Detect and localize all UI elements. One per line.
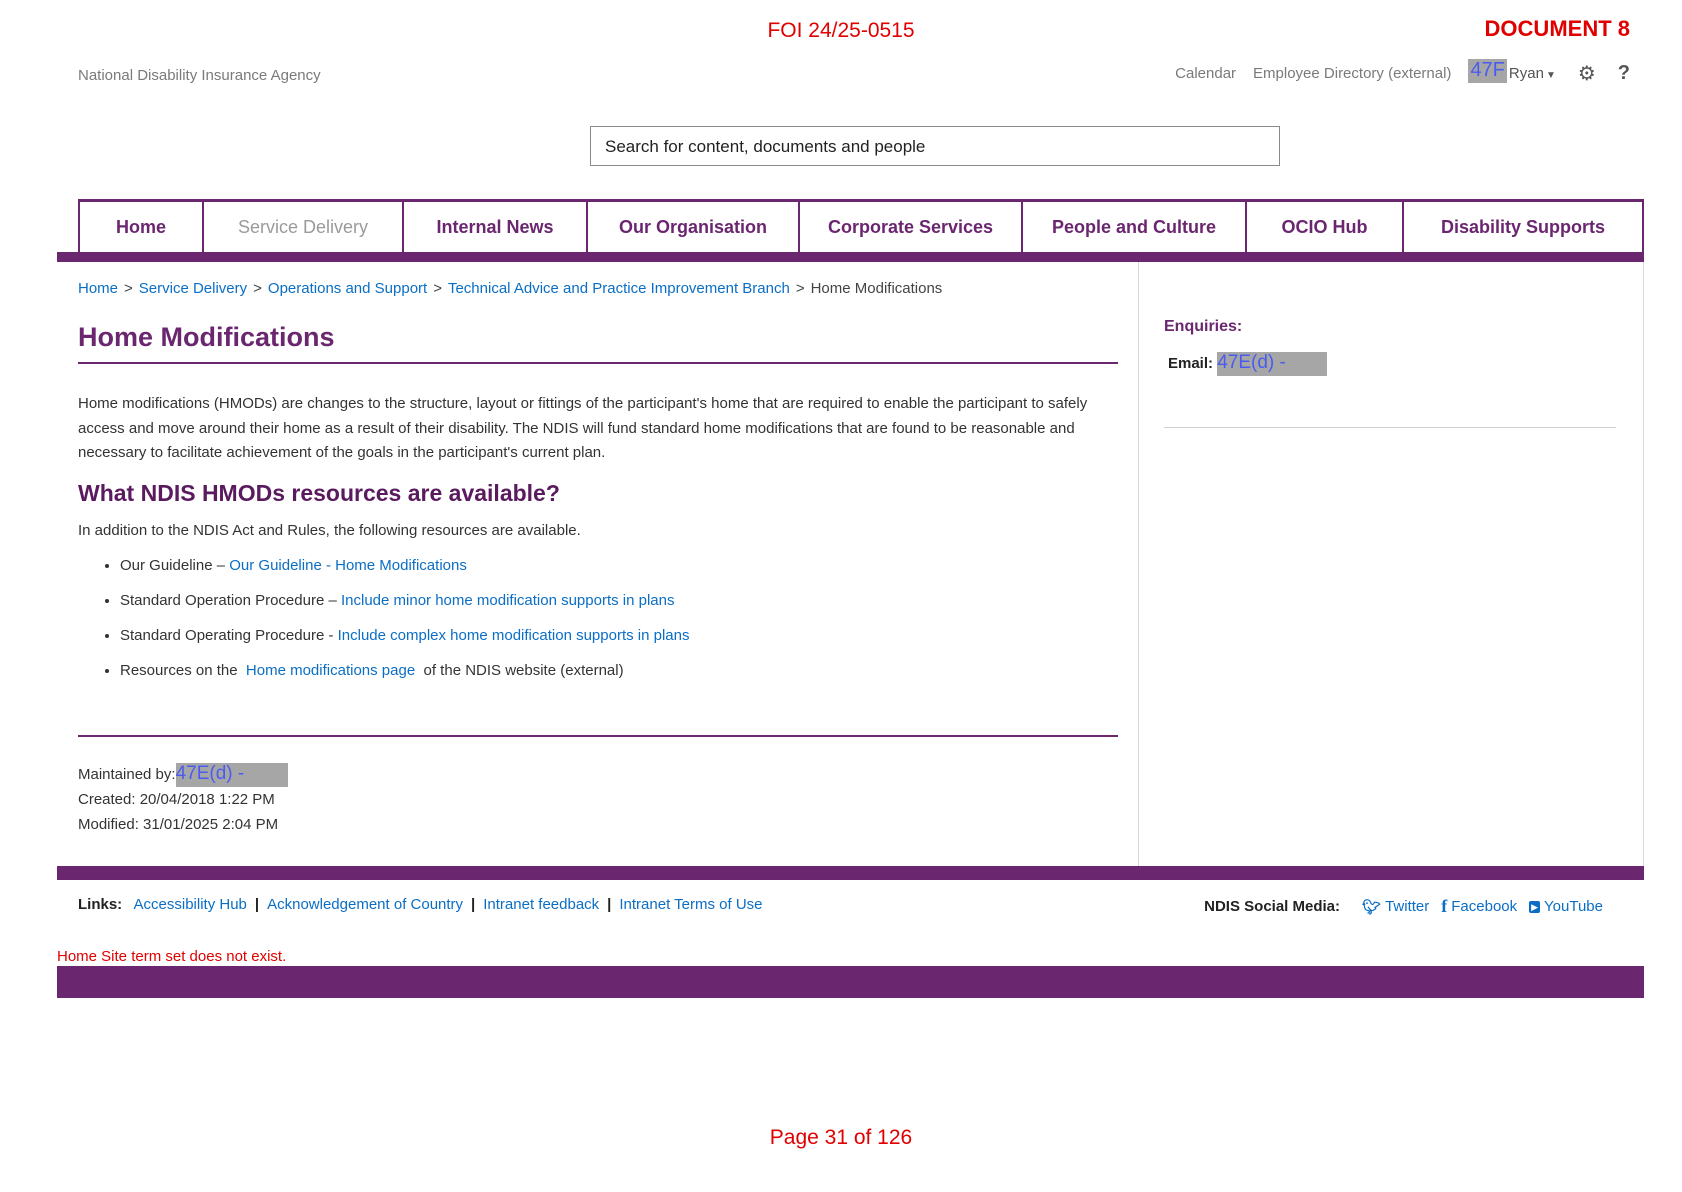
redaction-block: 47E(d) - <box>176 763 288 787</box>
resources-list <box>96 555 689 695</box>
breadcrumb-service-delivery[interactable]: Service Delivery <box>138 280 248 297</box>
main-navigation <box>78 199 1644 252</box>
chevron-down-icon: ▼ <box>1545 69 1556 81</box>
redaction-block: 47F <box>1470 59 1505 81</box>
resource-link[interactable]: Our Guideline - Home Modifications <box>229 557 467 574</box>
user-name: Ryan <box>1508 64 1544 82</box>
content-divider <box>78 735 1118 737</box>
resource-prefix: Our Guideline – <box>120 557 230 574</box>
resource-prefix: Standard Operating Procedure - <box>120 627 338 644</box>
resource-prefix: Standard Operation Procedure – <box>120 592 341 609</box>
nav-corporate-services[interactable]: Corporate Services <box>798 202 1021 252</box>
twitter-link[interactable] <box>1362 898 1429 916</box>
maintained-by-label: Maintained by: <box>78 766 176 783</box>
document-label: DOCUMENT 8 <box>1484 16 1630 41</box>
breadcrumb-home[interactable]: Home <box>78 280 119 297</box>
twitter-icon: 🐦︎ <box>1362 898 1382 916</box>
youtube-icon: ▶ <box>1531 901 1539 912</box>
nav-our-organisation[interactable]: Our Organisation <box>586 202 798 252</box>
youtube-link[interactable] <box>1529 898 1603 915</box>
sidebar-divider <box>1138 262 1139 866</box>
resource-link[interactable]: Include minor home modification supports in plans <box>340 592 675 609</box>
resource-link[interactable]: Include complex home modification supports in plans <box>337 627 690 644</box>
enquiries-email <box>1168 352 1327 376</box>
twitter-label: Twitter <box>1385 898 1430 915</box>
breadcrumb <box>78 280 942 297</box>
footer-link-feedback[interactable]: Intranet feedback <box>483 896 600 913</box>
footer-link-accessibility[interactable]: Accessibility Hub <box>133 896 247 913</box>
resources-intro: In addition to the NDIS Act and Rules, the following resources are available. <box>78 522 581 539</box>
resource-prefix: Resources on the <box>120 662 246 679</box>
breadcrumb-current: Home Modifications <box>810 280 943 297</box>
right-border <box>1643 262 1644 866</box>
enquiries-heading: Enquiries: <box>1164 318 1243 335</box>
nav-internal-news[interactable]: Internal News <box>402 202 586 252</box>
modified-date: Modified: 31/01/2025 2:04 PM <box>78 816 279 833</box>
user-menu[interactable] <box>1509 65 1556 82</box>
links-label: Links: <box>78 896 123 913</box>
sidebar-divider-line <box>1164 427 1616 428</box>
maintained-by-row <box>78 762 288 787</box>
page-metadata <box>78 762 288 837</box>
employee-directory-link[interactable]: Employee Directory (external) <box>1253 64 1452 82</box>
link-separator: | <box>607 896 612 913</box>
help-icon[interactable]: ? <box>1617 61 1630 84</box>
breadcrumb-operations[interactable]: Operations and Support <box>267 280 428 297</box>
breadcrumb-separator: > <box>124 280 133 297</box>
resource-link[interactable]: Home modifications page <box>245 662 416 679</box>
facebook-link[interactable] <box>1441 896 1517 917</box>
youtube-label: YouTube <box>1544 898 1603 915</box>
error-message: Home Site term set does not exist. <box>57 948 287 965</box>
top-utility-links <box>1175 58 1630 88</box>
breadcrumb-separator: > <box>253 280 262 297</box>
footer-links <box>78 896 763 913</box>
breadcrumb-separator: > <box>433 280 442 297</box>
link-separator: | <box>254 896 260 913</box>
search-input[interactable]: Search for content, documents and people <box>590 126 1280 166</box>
nav-service-delivery[interactable]: Service Delivery <box>202 202 402 252</box>
footer-link-acknowledgement[interactable]: Acknowledgement of Country <box>267 896 464 913</box>
page-title: Home Modifications <box>78 322 335 352</box>
gear-icon[interactable]: ⚙ <box>1577 62 1596 85</box>
bottom-bar <box>57 966 1644 998</box>
redaction-block: 47E(d) - <box>1217 352 1327 376</box>
footer-bar <box>57 866 1644 880</box>
created-date: Created: 20/04/2018 1:22 PM <box>78 791 275 808</box>
footer-link-terms[interactable]: Intranet Terms of Use <box>619 896 763 913</box>
list-item <box>120 660 689 695</box>
list-item <box>120 625 689 660</box>
nav-ocio-hub[interactable]: OCIO Hub <box>1245 202 1402 252</box>
resources-heading: What NDIS HMODs resources are available? <box>78 480 560 506</box>
facebook-label: Facebook <box>1451 898 1518 915</box>
agency-name[interactable]: National Disability Insurance Agency <box>78 67 321 84</box>
email-label: Email: <box>1168 355 1214 372</box>
social-label: NDIS Social Media: <box>1204 898 1341 915</box>
breadcrumb-technical-branch[interactable]: Technical Advice and Practice Improvement Branch <box>447 280 790 297</box>
link-separator: | <box>471 896 476 913</box>
facebook-icon: f <box>1441 896 1448 916</box>
intro-paragraph: Home modifications (HMODs) are changes to the structure, layout or fittings of the participant's home that are required to enable the participant to safely access and move around their home as a result of their disability. The NDIS will fund standard home modifications that are found to be reasonable and necessary to facilitate achievement of the goals in the participant's current plan. <box>78 395 1088 461</box>
nav-underline-bar <box>57 252 1644 262</box>
nav-disability-supports[interactable]: Disability Supports <box>1402 202 1644 252</box>
nav-people-and-culture[interactable]: People and Culture <box>1021 202 1245 252</box>
resource-suffix: of the NDIS website (external) <box>415 662 624 679</box>
title-divider <box>78 362 1118 364</box>
foi-reference: FOI 24/25-0515 <box>767 19 915 42</box>
calendar-link[interactable]: Calendar <box>1175 64 1237 82</box>
social-media-links <box>1204 896 1603 917</box>
page-number: Page 31 of 126 <box>769 1126 913 1149</box>
nav-home[interactable]: Home <box>78 202 202 252</box>
breadcrumb-separator: > <box>795 280 805 297</box>
list-item <box>120 590 689 625</box>
list-item <box>120 555 689 590</box>
